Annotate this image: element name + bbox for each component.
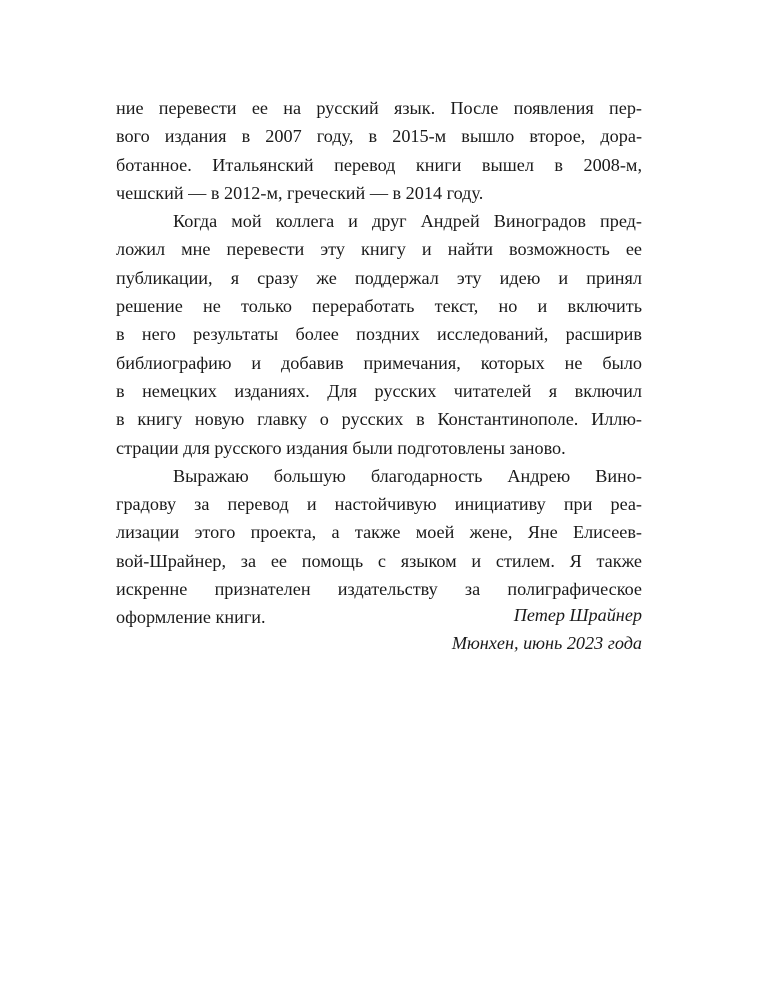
body-text — [116, 94, 642, 632]
text-line: вой-Шрайнер, за ее помощь с языком и стилем. Я также — [116, 550, 642, 571]
text-line: лизации этого проекта, а также моей жене, Яне Елисеев- — [116, 522, 642, 543]
text-line: оформление книги. — [116, 607, 266, 628]
text-line: страции для русского издания были подготовлены заново. — [116, 437, 566, 458]
text-line: Когда мой коллега и друг Андрей Виноградов пред- — [173, 211, 642, 232]
text-line: в немецких изданиях. Для русских читателей я включил — [116, 380, 642, 401]
signature-block — [116, 601, 642, 658]
text-line: Выражаю большую благодарность Андрею Вино- — [173, 465, 642, 486]
place-date: Мюнхен, июнь 2023 года — [451, 633, 642, 654]
text-line: ние перевести ее на русский язык. После появления пер- — [116, 98, 642, 118]
text-line: в книгу новую главку о русских в Константинополе. Иллю- — [116, 409, 642, 430]
author-name: Петер Шрайнер — [513, 605, 642, 625]
text-line: градову за перевод и настойчивую инициативу при реа- — [116, 494, 642, 515]
text-line: библиографию и добавив примечания, которых не было — [116, 352, 642, 373]
text-line: чешский — в 2012-м, греческий — в 2014 году. — [116, 182, 484, 203]
text-line: искренне признателен издательству за полиграфическое — [116, 579, 642, 600]
text-line: вого издания в 2007 году, в 2015-м вышло второе, дора- — [116, 126, 642, 147]
text-line: ложил мне перевести эту книгу и найти возможность ее — [116, 239, 642, 260]
text-line: публикации, я сразу же поддержал эту идею и принял — [116, 267, 642, 288]
text-line: в него результаты более поздних исследований, расширив — [116, 324, 642, 345]
text-line: ботанное. Итальянский перевод книги вышел в 2008-м, — [116, 154, 642, 175]
text-line: решение не только переработать текст, но и включить — [116, 296, 642, 317]
